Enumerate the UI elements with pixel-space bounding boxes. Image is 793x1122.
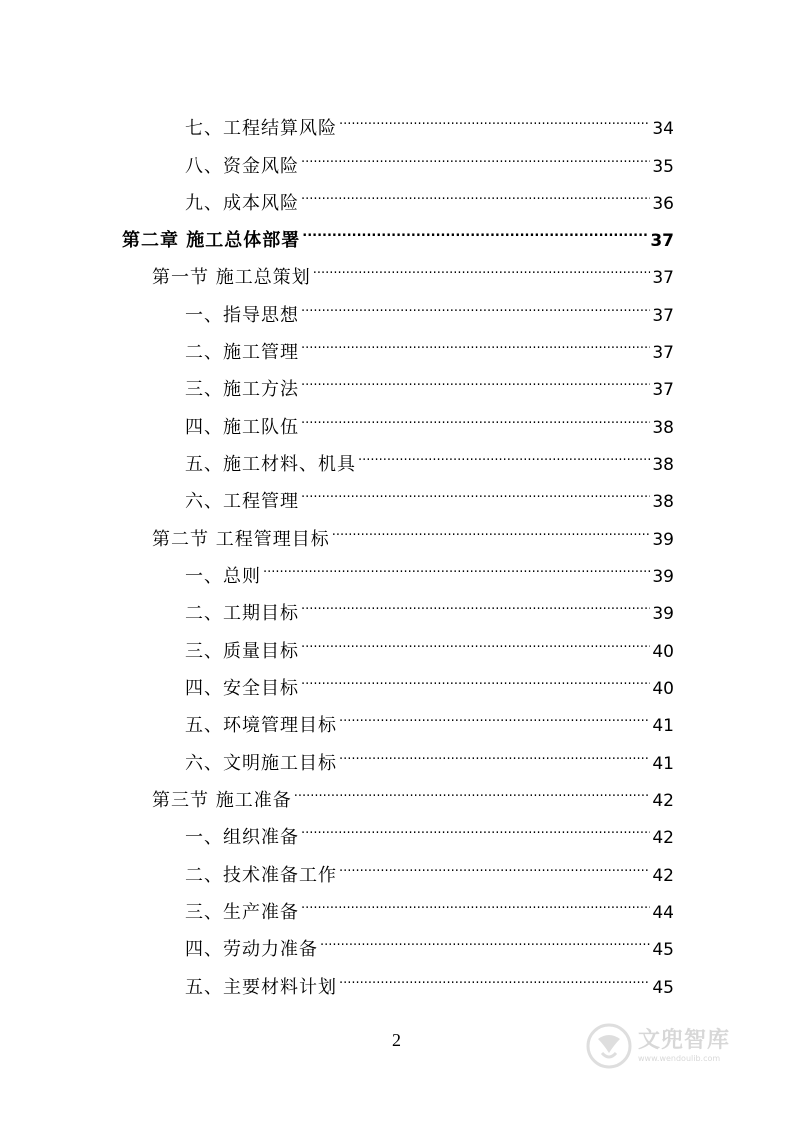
watermark-url: www.wendoulib.com — [638, 1054, 721, 1063]
toc-entry-page: 37 — [652, 343, 674, 363]
dot-leader — [301, 627, 650, 657]
toc-entry — [185, 701, 674, 736]
toc-entry-label: 四、劳动力准备 — [185, 939, 318, 960]
dot-leader — [320, 925, 650, 955]
dot-leader — [301, 403, 650, 433]
toc-entry-page: 37 — [652, 268, 674, 288]
toc-entry — [122, 216, 674, 251]
toc-entry-page: 37 — [652, 380, 674, 400]
watermark-brand: 文兜智库 — [638, 1028, 731, 1053]
dot-leader — [301, 477, 650, 507]
toc-entry — [152, 776, 674, 811]
toc-entry-label: 一、总则 — [185, 566, 261, 587]
toc-entry-page: 37 — [650, 231, 674, 251]
toc-entry-label: 一、组织准备 — [185, 827, 299, 848]
dot-leader — [339, 104, 650, 134]
toc-entry — [185, 851, 674, 886]
toc-entry — [185, 440, 674, 475]
toc-entry-page: 45 — [652, 940, 674, 960]
toc-entry — [185, 477, 674, 512]
toc-entry-page: 41 — [652, 716, 674, 736]
toc-entry-label: 七、工程结算风险 — [185, 118, 337, 139]
toc-entry-label: 第一节 施工总策划 — [152, 267, 311, 288]
toc-entry-label: 第三节 施工准备 — [152, 790, 292, 811]
toc-entry-label: 五、主要材料计划 — [185, 977, 337, 998]
toc-entry-label: 四、安全目标 — [185, 678, 299, 699]
dot-leader — [301, 888, 650, 918]
toc-entry — [185, 179, 674, 214]
toc-entry-page: 44 — [652, 903, 674, 923]
toc-entry-page: 41 — [652, 754, 674, 774]
toc-entry-page: 39 — [652, 567, 674, 587]
toc-entry — [185, 888, 674, 923]
dot-leader — [301, 328, 650, 358]
dot-leader — [263, 552, 650, 582]
dot-leader — [332, 515, 651, 545]
page-number: 2 — [392, 1030, 401, 1050]
dot-leader — [301, 589, 650, 619]
dot-leader — [301, 142, 650, 172]
toc-entry-label: 三、施工方法 — [185, 379, 299, 400]
toc-entry — [185, 291, 674, 326]
dot-leader — [301, 291, 650, 321]
dot-leader — [358, 440, 650, 470]
dot-leader — [301, 664, 650, 694]
toc-entry-label: 九、成本风险 — [185, 193, 299, 214]
toc-entry-page: 39 — [652, 604, 674, 624]
dot-leader — [313, 253, 651, 283]
toc-entry — [185, 328, 674, 363]
toc-entry — [152, 253, 674, 288]
toc-entry-page: 42 — [652, 866, 674, 886]
toc-entry — [185, 963, 674, 998]
dot-leader — [339, 739, 650, 769]
toc-entry-page: 34 — [652, 119, 674, 139]
toc-entry-label: 第二章 施工总体部署 — [122, 230, 301, 251]
toc-entry-label: 一、指导思想 — [185, 305, 299, 326]
toc-entry-page: 39 — [652, 530, 674, 550]
toc-entry-page: 45 — [652, 978, 674, 998]
toc-entry-page: 38 — [652, 418, 674, 438]
dot-leader — [339, 851, 650, 881]
dot-leader — [301, 813, 650, 843]
toc-entry — [152, 515, 674, 550]
toc-entry — [185, 739, 674, 774]
dot-leader — [301, 365, 650, 395]
toc-entry — [185, 142, 674, 177]
toc-entry — [185, 589, 674, 624]
wendou-logo-icon — [586, 1023, 632, 1069]
toc-entry-page: 42 — [652, 791, 674, 811]
toc-entry-page: 38 — [652, 455, 674, 475]
toc-entry-page: 36 — [652, 194, 674, 214]
toc-entry-label: 二、工期目标 — [185, 603, 299, 624]
toc-entry — [185, 365, 674, 400]
toc-entry-label: 三、生产准备 — [185, 902, 299, 923]
toc-entry-label: 二、技术准备工作 — [185, 865, 337, 886]
dot-leader — [294, 776, 651, 806]
dot-leader — [339, 701, 650, 731]
toc-entry — [185, 403, 674, 438]
toc-entry — [185, 104, 674, 139]
toc-entry — [185, 552, 674, 587]
toc-entry-label: 五、环境管理目标 — [185, 715, 337, 736]
dot-leader — [301, 179, 650, 209]
toc-entry-label: 五、施工材料、机具 — [185, 454, 356, 475]
toc-entry-page: 38 — [652, 492, 674, 512]
toc-entry — [185, 627, 674, 662]
toc-entry-label: 四、施工队伍 — [185, 417, 299, 438]
toc-entry-page: 40 — [652, 679, 674, 699]
watermark — [586, 1020, 756, 1072]
toc-entry-label: 第二节 工程管理目标 — [152, 529, 330, 550]
toc-entry-label: 六、工程管理 — [185, 491, 299, 512]
dot-leader — [339, 963, 650, 993]
toc-entry-page: 37 — [652, 306, 674, 326]
toc-entry — [185, 925, 674, 960]
toc-entry — [185, 813, 674, 848]
toc-entry-page: 35 — [652, 157, 674, 177]
toc-entry-label: 三、质量目标 — [185, 641, 299, 662]
toc-entry-page: 42 — [652, 828, 674, 848]
toc-entry-label: 八、资金风险 — [185, 156, 299, 177]
toc-entry — [185, 664, 674, 699]
dot-leader — [302, 216, 648, 246]
toc-entry-label: 二、施工管理 — [185, 342, 299, 363]
toc-entry-page: 40 — [652, 642, 674, 662]
toc-entry-label: 六、文明施工目标 — [185, 753, 337, 774]
